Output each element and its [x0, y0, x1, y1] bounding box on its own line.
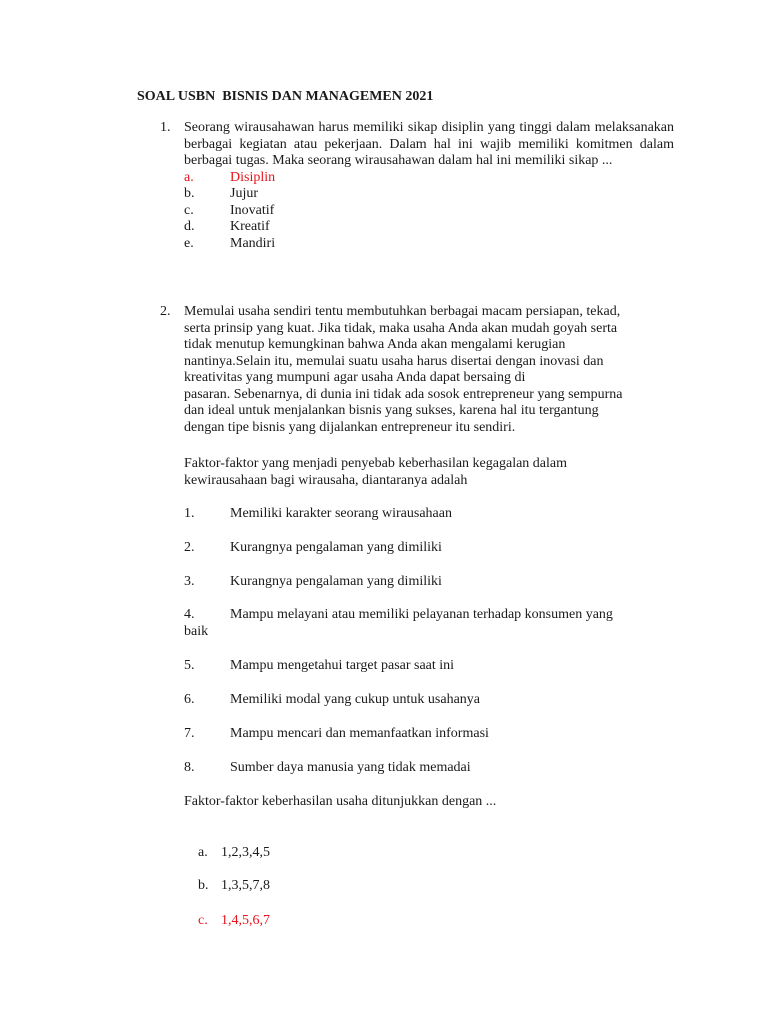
- option-a: [184, 170, 674, 187]
- factor-text: Memiliki modal yang cukup untuk usahanya: [230, 692, 481, 707]
- factor-item-3: [184, 574, 674, 591]
- factor-number: 2.: [184, 540, 195, 555]
- answer-text: 1,4,5,6,7: [221, 912, 270, 928]
- question-prompt: Faktor-faktor keberhasilan usaha ditunjukkan dengan ...: [184, 794, 497, 809]
- question-text: [184, 304, 674, 436]
- answer-text: 1,3,5,7,8: [221, 877, 270, 893]
- question-text: Seorang wirausahawan harus memiliki sikap disiplin yang tinggi dalam melaksanakan berbagai kegiatan atau pekerjaan. Dalam hal ini wajib memiliki komitmen dalam berbagai tugas. Maka seorang wirausahawan dalam hal ini memiliki sikap ...: [184, 120, 674, 168]
- factor-item-7: [184, 726, 674, 743]
- question-number: 1.: [160, 120, 171, 135]
- option-text: Mandiri: [230, 235, 276, 251]
- text-line: serta prinsip yang kuat. Jika tidak, maka usaha Anda akan mudah goyah serta: [184, 320, 618, 336]
- text-line: nantinya.Selain itu, memulai suatu usaha harus disertai dengan inovasi dan: [184, 353, 604, 369]
- factor-text: Kurangnya pengalaman yang dimiliki: [230, 540, 442, 555]
- text-line: pasaran. Sebenarnya, di dunia ini tidak ada sosok entrepreneur yang sempurna: [184, 386, 623, 402]
- factor-item-6: [184, 692, 674, 709]
- text-line: Memulai usaha sendiri tentu membutuhkan berbagai macam persiapan, tekad,: [184, 304, 621, 319]
- factor-item-1: [184, 506, 674, 523]
- question-2: [160, 304, 674, 436]
- factor-item-8: [184, 760, 674, 777]
- factor-text: Mampu mengetahui target pasar saat ini: [230, 658, 455, 673]
- factor-number: 4.: [184, 607, 195, 622]
- factors-intro: [160, 456, 674, 489]
- factor-item-4: [184, 607, 674, 640]
- answer-letter: a.: [198, 844, 208, 860]
- option-letter: d.: [184, 219, 195, 234]
- factor-text: Kurangnya pengalaman yang dimiliki: [230, 574, 442, 589]
- text-line: dan ideal untuk menjalankan bisnis yang sukses, karena hal itu tergantung: [184, 403, 599, 418]
- factor-text: Sumber daya manusia yang tidak memadai: [230, 760, 471, 775]
- option-list: [184, 170, 674, 253]
- answer-letter: c.: [198, 912, 208, 928]
- factor-number: 1.: [184, 506, 195, 521]
- question-1: [160, 120, 674, 252]
- option-letter: b.: [184, 186, 195, 201]
- option-e: [184, 236, 674, 253]
- option-b: [184, 186, 674, 203]
- factor-text: Mampu mencari dan memanfaatkan informasi: [230, 726, 489, 741]
- factor-text-continued: baik: [184, 623, 209, 639]
- factor-number: 7.: [184, 726, 195, 741]
- answer-text: 1,2,3,4,5: [221, 844, 270, 860]
- text-line: tidak menutup kemungkinan bahwa Anda akan mengalami kerugian: [184, 337, 566, 352]
- factor-number: 5.: [184, 658, 195, 673]
- factor-text: Memiliki karakter seorang wirausahaan: [230, 506, 452, 521]
- text-line: Faktor-faktor yang menjadi penyebab keberhasilan kegagalan dalam: [184, 456, 568, 471]
- question-number: 2.: [160, 304, 171, 319]
- option-text: Jujur: [230, 186, 258, 201]
- answer-letter: b.: [198, 877, 209, 893]
- option-letter: c.: [184, 202, 194, 218]
- document-title: SOAL USBN BISNIS DAN MANAGEMEN 2021: [137, 89, 434, 104]
- option-text: Inovatif: [230, 202, 275, 218]
- factor-number: 6.: [184, 692, 195, 707]
- factor-number: 8.: [184, 760, 195, 775]
- answer-c: [184, 896, 270, 946]
- factor-item-5: [184, 658, 674, 675]
- factor-number: 3.: [184, 574, 195, 589]
- option-text: Disiplin: [230, 169, 276, 185]
- option-text: Kreatif: [230, 219, 270, 234]
- option-letter: e.: [184, 235, 194, 251]
- option-letter: a.: [184, 169, 194, 185]
- text-line: kewirausahaan bagi wirausaha, diantaranya adalah: [184, 472, 468, 488]
- factor-text: Mampu melayani atau memiliki pelayanan terhadap konsumen yang: [230, 607, 613, 622]
- text-line: dengan tipe bisnis yang dijalankan entrepreneur itu sendiri.: [184, 419, 516, 435]
- text-line: kreativitas yang mumpuni agar usaha Anda dapat bersaing di: [184, 370, 526, 385]
- option-c: [184, 203, 674, 220]
- factor-item-2: [184, 540, 674, 557]
- option-d: [184, 219, 674, 236]
